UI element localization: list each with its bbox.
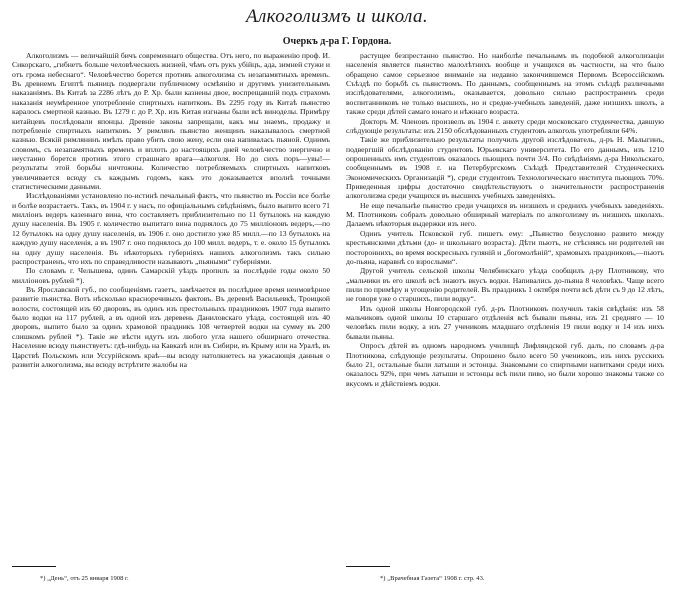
article-subtitle: Очеркъ д-ра Г. Гордона. [282, 36, 392, 47]
paragraph: Докторъ М. Членовъ произвелъ въ 1904 г. анкету среди московскаго студенчества, давшую слѣдующіе результаты: изъ 2150 обслѣдованныхъ студентовъ алкоголь употребляли 64%. [346, 116, 664, 135]
paragraph: Одинъ учитель Псковской губ. пишетъ ему: „Пьянство безусловно развито между крестьянскими дѣтьми (до- и школьнаго возраста). Дѣти пьютъ, не стѣсняясь ни родителей ни постороннихъ, во время воскресныхъ гуляній и „богомолѣній“, храмовыхъ праздниковъ,—пьютъ до-пьяна, наравнѣ со взрослыми“. [346, 228, 664, 266]
paragraph: Опросъ дѣтей въ одномъ народномъ училищѣ Лифляндской губ. далъ, по словамъ д-ра Плотникова, слѣдующіе результаты. Опрошено было всего 50 учениковъ, изъ нихъ русскихъ было 21, остальные были латыши и эстонцы. Знакомыми со спиртными напитками среди нихъ оказалось 92%, при чемъ латыши и эстонцы всѣ пили пиво, но были хорошо знакомы также со вкусомъ и дѣйствіемъ водки. [346, 341, 664, 388]
paragraph: Алкоголизмъ — величайшій бичъ современнаго общества. Отъ него, по выраженію проф. И. Сикорскаго, „гибнетъ больше человѣческихъ жизней, чѣмъ отъ рукъ убійцъ, ада, зимней стужи и отъ грома небеснаго“. Человѣчество борется противъ алкоголизма съ незапамятныхъ временъ. Въ древнемъ Египтѣ пьяницъ подвергали публичному осмѣянію и другимъ унизительнымъ наказаніямъ. Въ Китаѣ за 2286 лѣтъ до Р. Хр. были казнены двое, воспрещавшій подъ страхомъ наказанія неумѣренное употребленіе спиртныхъ напитковъ. Въ 2295 году въ Китаѣ пьянство каралось смертной казнью. Въ 1279 г. до Р. Хр. изъ Китая изгнаны были всѣ виноделы. Примѣру китайцевъ послѣдовали японцы. Древніе законы запрещали, какъ мы знаемъ, продажу и потребленіе спиртныхъ напитковъ. У римлянъ пьянство женщинъ наказывалось смертной казнью. Всякій римлянинъ имѣлъ право убить свою жену, если она напивалась пьяной. Однимъ словомъ, съ незапамятныхъ временъ и вплоть до настоящихъ дней человѣчество энергично и неустанно борется противъ этого страшнаго врага—алкоголя. Но до сихъ поръ—увы!—результаты этой борьбы ничтожны. Количество потребляемыхъ спиртныхъ напитковъ увеличивается всюду съ каждымъ годомъ, какъ это доказывается вполнѣ точными статистическими данными. [12, 51, 330, 192]
footnote-divider [12, 566, 56, 567]
footnote-divider [346, 566, 390, 567]
right-column [346, 51, 664, 388]
paragraph: Изслѣдованіями установлено по-истинѣ печальный фактъ, что пьянство въ Россіи все болѣе и болѣе возрастаетъ. Такъ, въ 1904 г. у насъ, по офиціальнымъ свѣдѣніямъ, было выпито всего 71 милліонъ ведеръ казеннаго вина, что составляетъ приблизительно по 11 бутылокъ на каждую душу населенія. Въ 1905 г. количество выпитаго вина поднялось до 75 милліоновъ ведеръ,—по 12 бутылокъ на одну душу населенія, въ 1906 г. оно достигло уже 85 милл.—по 13 бутылокъ на каждую душу населенія, а въ 1907 г. оно поднялось до 100 милл. ведеръ, т. е. около 15 бутылокъ на одну душу населенія. Въ нѣкоторыхъ губерніяхъ нашихъ алкоголизмъ такъ сильно распространенъ, что ихъ по справедливости называютъ „пьяными“ губерніями. [12, 191, 330, 266]
paragraph: Другой учитель сельской школы Челябинскаго уѣзда сообщилъ д-ру Плотникову, что „мальчики въ его школѣ всѣ знаютъ вкусъ водки. Напивались до-пьяна 8 человѣкъ. Чаще всего пили по примѣру и угощенію родителей. Въ праздникъ 1 октября почти всѣ дѣти съ 9 до 12 лѣтъ, не говоря уже о старшихъ, пили водку“. [346, 266, 664, 304]
article-title: Алкоголизмъ и школа. [245, 6, 428, 27]
footnote-right: *) „Врачебная Газета“ 1908 г. стр. 43. [380, 575, 485, 582]
paragraph: Въ Ярославской губ., по сообщеніямъ газетъ, замѣчается въ послѣднее время неимовѣрное развитіе пьянства. Вотъ нѣсколько красноречивыхъ фактовъ. Въ деревнѣ Васильевкѣ, Троицкой волости, состоящей изъ 60 дворовъ, въ одинъ изъ престольныхъ праздниковъ 1907 года выпито было водки на 117 рублей, а въ одной изъ деревень Даниловскаго уѣзда, состоящей изъ 40 дворовъ, выпито было за одинъ храмовой праздникъ 108 четвертей водки на сумму въ 200 слишкомъ рублей *). Такіе же вѣсти идутъ изъ любого угла нашего обширнаго отечества. Население всюду пьянствуетъ: гдѣ-нибудь на Кавказѣ или въ Сибири, въ Крыму или на Уралѣ, въ Царствѣ Польскомъ или Уссурійскомъ краѣ—вы всюду натолкнетесь на ужасающія данныя о развитіи алкоголизма, вы всюду встрѣтите жалобы на [12, 284, 330, 369]
paragraph: Такіе же приблизительно результаты получилъ другой изслѣдователь, д-ръ Н. Малыгинъ, подвергшій обслѣдованію студентовъ Юрьевскаго университета. По его даннымъ, изъ 1210 опрошенныхъ имъ студентовъ оказалось пьющихъ почти 3/4. По свѣдѣніямъ д-ра Никольскаго, сообщеннымъ въ 1908 г. на Петербургскомъ Съѣздѣ Представителей Студенческихъ Экономическихъ Организацій *), среди студентовъ Технологическаго института пьющихъ 70%. Приведенныя цифры достаточно свидѣтельствуютъ о значительности распространенія алкоголизма среди учащихся въ высшихъ учебныхъ заведеніяхъ. [346, 135, 664, 201]
left-column [12, 51, 330, 369]
paragraph: По словамъ г. Челышева, одинъ Самарскій уѣздъ пропилъ за послѣдніе годы около 50 милліоновъ рублей *). [12, 266, 330, 285]
paragraph: Не еще печальнѣе пьянство среди учащихся въ низшихъ и среднихъ учебныхъ заведеніяхъ. М. Плотниковъ собралъ довольно обширный матеріалъ по алкоголизму въ низшихъ школахъ. Далаемъ нѣкоторыя выдержки изъ него. [346, 200, 664, 229]
paragraph: Изъ одной школы Новгородской губ. д-ръ Плотниковъ получилъ такія свѣдѣнія: изъ 58 мальчиковъ одной школы 10 старшаго отдѣленія всѣ бывали пьяны, изъ 21 средняго — 10 человѣкъ пили водку, а изъ 27 учениковъ младшаго отдѣленія 19 пили водку и 14 изъ нихъ бывали пьяны. [346, 303, 664, 341]
footnote-left: *) „День“, отъ 25 января 1908 г. [40, 575, 129, 582]
paragraph: растущее безпрестанно пьянство. Но наиболѣе печальнымъ въ подобной алкоголизаціи населенія является пьянство малолѣтнихъ вообще и учащихся въ частности, на что было обращено самое серьезное вниманіе на недавно закончившемся Первомъ Всероссійскомъ Съѣздѣ по борьбѣ съ пьянствомъ. По даннымъ, сообщеннымъ на этомъ съѣздѣ различными изслѣдователями, алкоголизмъ, оказывается, довольно сильно распространенъ среди воспитанниковъ не только высшихъ, но и средне-учебныхъ заведеній, даже низшихъ школъ, а также среди дѣтей самаго юнаго и нѣжнаго возраста. [346, 51, 664, 117]
